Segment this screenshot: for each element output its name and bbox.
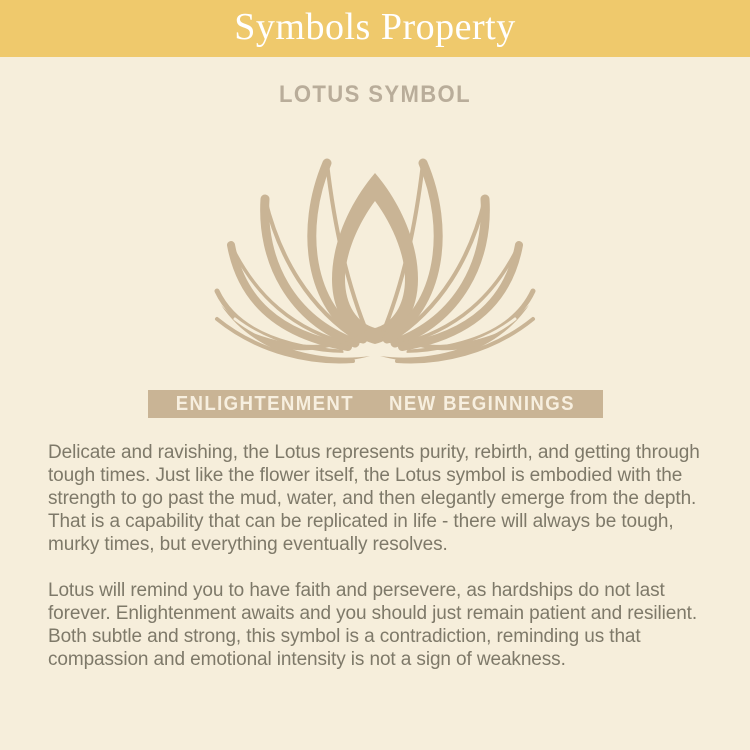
lotus-right-petals <box>378 163 533 361</box>
tag-new-beginnings: NEW BEGINNINGS <box>388 392 575 415</box>
tags-banner <box>148 390 603 418</box>
tag-enlightenment: ENLIGHTENMENT <box>175 392 354 415</box>
page-title: Symbols Property <box>234 5 516 48</box>
description-paragraph-2: Lotus will remind you to have faith and persevere, as hardships do not last forever. Enlightenment awaits and you should just remain patient and resilient. Both subtle and strong, this symbol is a contradiction, reminding us that compassion and emotional intensity is not a sign of weakness. <box>48 580 698 670</box>
title-banner <box>0 0 750 57</box>
symbol-heading: LOTUS SYMBOL <box>279 81 471 108</box>
description <box>48 441 708 671</box>
lotus-left-petals <box>217 163 372 361</box>
lotus-flower-icon <box>205 149 545 374</box>
description-paragraph-1: Delicate and ravishing, the Lotus represents purity, rebirth, and getting through tough times. Just like the flower itself, the Lotus symbol is embodied with the strength to go past the mud, water, and then elegantly emerge from the depth. That is a capability that can be replicated in life - there will always be tough, murky times, but everything eventually resolves. <box>48 442 700 555</box>
